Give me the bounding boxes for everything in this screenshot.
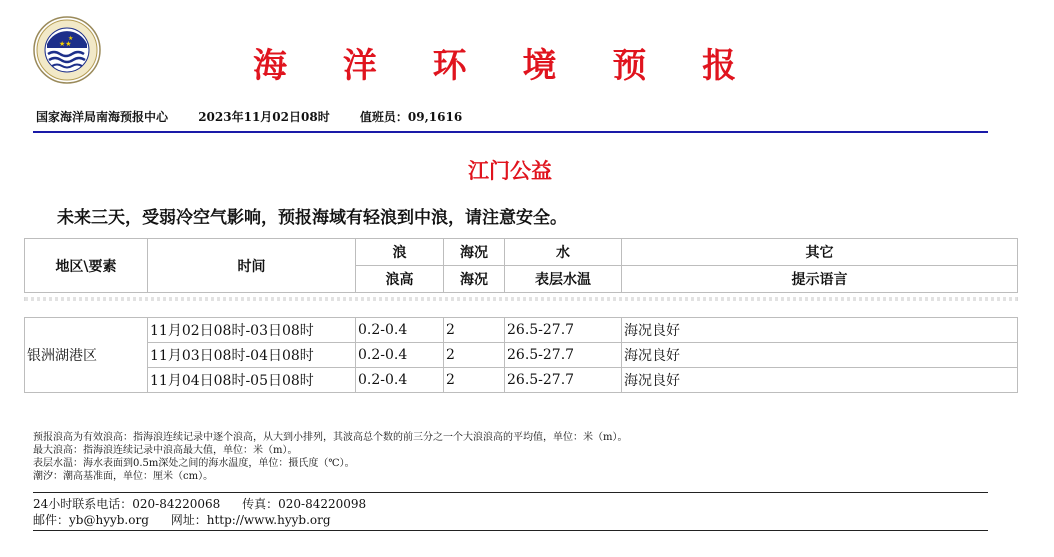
header-area: 地区\要素 — [25, 239, 148, 293]
footer-divider-bottom — [33, 530, 988, 531]
issue-datetime: 2023年11月02日08时 — [198, 110, 330, 124]
svg-text:★★: ★★ — [59, 40, 72, 48]
header-divider — [33, 131, 988, 133]
forecast-summary: 未来三天，受弱冷空气影响，预报海域有轻浪到中浪，请注意安全。 — [57, 208, 567, 228]
report-meta — [36, 108, 488, 125]
cell-tip: 海况良好 — [622, 368, 1018, 393]
cell-wave-height: 0.2-0.4 — [356, 318, 444, 343]
header-wave-height: 浪高 — [356, 266, 444, 293]
footnote-tide: 潮汐：潮高基准面，单位：厘米（cm）。 — [33, 471, 214, 482]
forecast-table-body — [24, 317, 1018, 393]
cell-sea-state: 2 — [444, 343, 505, 368]
footnote-wave-height: 预报浪高为有效浪高：指海浪连续记录中逐个浪高，从大到小排列，其波高总个数的前三分之一个大浪浪高的平均值，单位：米（m）。 — [33, 432, 628, 443]
cell-time: 11月03日08时-04日08时 — [148, 343, 356, 368]
cell-time: 11月02日08时-03日08时 — [148, 318, 356, 343]
report-title: 海 洋 环 境 预 报 — [253, 46, 759, 86]
cell-surface-temp: 26.5-27.7 — [505, 368, 622, 393]
header-sea-state: 海况 — [444, 239, 505, 266]
header-time: 时间 — [148, 239, 356, 293]
header-surface-temp: 表层水温 — [505, 266, 622, 293]
station-name: 江门公益 — [468, 158, 552, 183]
cell-tip: 海况良好 — [622, 318, 1018, 343]
table-row — [25, 368, 1018, 393]
cell-surface-temp: 26.5-27.7 — [505, 318, 622, 343]
contact-fax: 传真：020-84220098 — [242, 497, 367, 511]
header-sea-state-sub: 海况 — [444, 266, 505, 293]
contact-info — [33, 496, 366, 528]
contact-phone: 24小时联系电话：020-84220068 — [33, 497, 221, 511]
header-wave: 浪 — [356, 239, 444, 266]
duty-officer: 值班员：09,1616 — [359, 110, 463, 124]
cell-surface-temp: 26.5-27.7 — [505, 343, 622, 368]
agency-logo — [33, 16, 101, 84]
cell-tip: 海况良好 — [622, 343, 1018, 368]
cell-wave-height: 0.2-0.4 — [356, 343, 444, 368]
footnote-max-wave: 最大浪高：指海浪连续记录中浪高最大值，单位：米（m）。 — [33, 445, 298, 456]
header-water: 水 — [505, 239, 622, 266]
header-other: 其它 — [622, 239, 1018, 266]
footnotes — [33, 431, 627, 483]
svg-text:★: ★ — [68, 35, 74, 42]
footnote-surface-temp: 表层水温：海水表面到0.5m深处之间的海水温度，单位：摄氏度（℃）。 — [33, 458, 355, 469]
station-heading — [0, 155, 1054, 185]
footer-divider-top — [33, 492, 988, 493]
cell-wave-height: 0.2-0.4 — [356, 368, 444, 393]
header-tip: 提示语言 — [622, 266, 1018, 293]
contact-website[interactable]: 网址：http://www.hyyb.org — [170, 513, 331, 527]
cell-sea-state: 2 — [444, 318, 505, 343]
forecast-table-header — [24, 238, 1018, 293]
cell-time: 11月04日08时-05日08时 — [148, 368, 356, 393]
contact-email[interactable]: 邮件：yb@hyyb.org — [33, 513, 149, 527]
table-row — [25, 343, 1018, 368]
area-name: 银洲湖港区 — [25, 318, 148, 393]
table-separator — [24, 297, 1018, 301]
table-row — [25, 318, 1018, 343]
cell-sea-state: 2 — [444, 368, 505, 393]
agency-name: 国家海洋局南海预报中心 — [36, 110, 169, 124]
